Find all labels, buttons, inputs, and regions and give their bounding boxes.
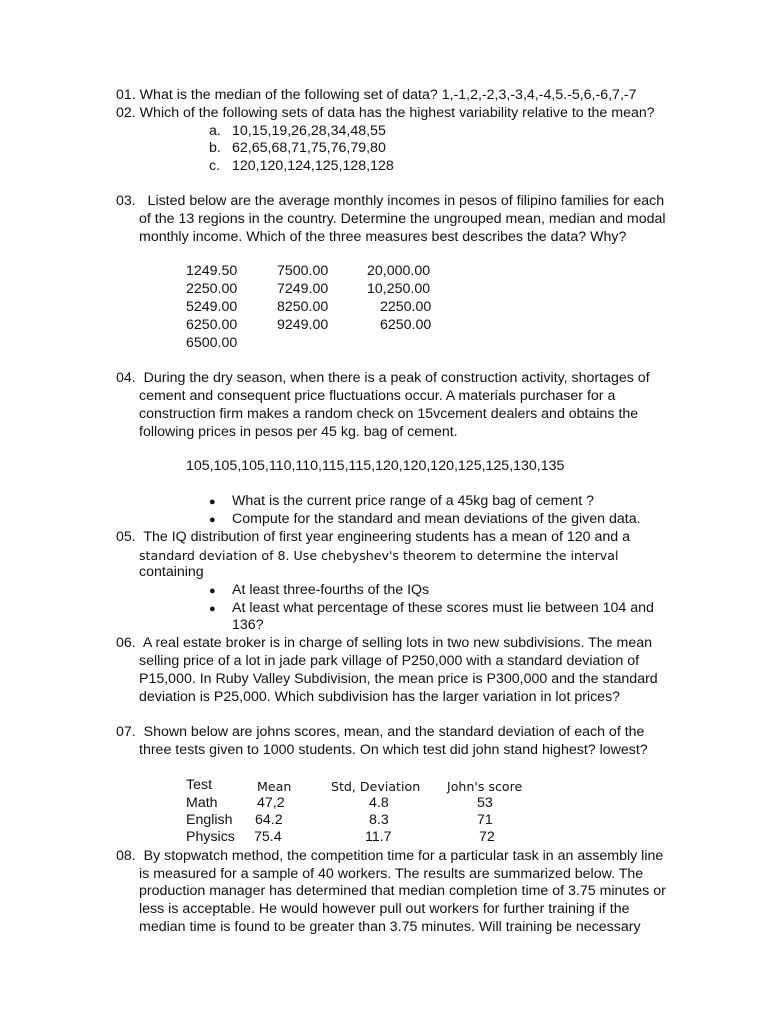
option-text: 62,65,68,71,75,76,79,80 <box>232 140 386 156</box>
bullet-text: What is the current price range of a 45kg bag of cement ? <box>232 493 594 509</box>
bullet-icon: ● <box>209 585 216 597</box>
bullet-icon: ● <box>209 514 216 526</box>
income-value: 6500.00 <box>186 335 238 351</box>
bullet-text: At least three-fourths of the IQs <box>232 582 430 598</box>
question-08-line: 08. By stopwatch method, the competition time for a particular task in an assembly line <box>116 848 664 864</box>
question-08-line: is measured for a sample of 40 workers. The results are summarized below. The <box>139 866 644 882</box>
bullet-icon: ● <box>209 603 216 615</box>
question-04-line: following prices in pesos per 45 kg. bag of cement. <box>139 424 458 440</box>
income-value: 7249.00 <box>277 281 329 297</box>
question-01: 01. What is the median of the following set of data? 1,-1,2,-2,3,-3,4,-4,5.-5,6,-6,7,-7 <box>116 87 637 103</box>
income-value: 5249.00 <box>186 299 238 315</box>
question-04-line: cement and consequent price fluctuations occur. A materials purchaser for a <box>139 388 616 404</box>
income-value: 10,250.00 <box>367 281 431 297</box>
question-06-line: 06. A real estate broker is in charge of selling lots in two new subdivisions. The mean <box>116 635 652 651</box>
question-02: 02. Which of the following sets of data has the highest variability relative to the mean? <box>116 105 655 121</box>
table-cell: Physics <box>186 829 235 845</box>
question-03-line: monthly income. Which of the three measures best describes the data? Why? <box>139 229 627 245</box>
question-07-line: 07. Shown below are johns scores, mean, and the standard deviation of each of the <box>116 724 645 740</box>
bullet-text: At least what percentage of these scores must lie between 104 and <box>232 600 654 616</box>
table-cell: 53 <box>477 795 493 811</box>
table-header: John's score <box>447 779 523 794</box>
question-07-line: three tests given to 1000 students. On which test did john stand highest? lowest? <box>139 742 648 758</box>
table-cell: 47,2 <box>257 795 285 811</box>
table-cell: 72 <box>479 829 495 845</box>
option-text: 10,15,19,26,28,34,48,55 <box>232 123 386 139</box>
question-05-line: 05. The IQ distribution of first year engineering students has a mean of 120 and a <box>116 529 630 545</box>
question-04-line: 04. During the dry season, when there is a peak of construction activity, shortages of <box>116 370 650 386</box>
table-header: Mean <box>257 779 292 794</box>
table-cell: 8.3 <box>369 812 389 828</box>
table-header: Std, Deviation <box>331 779 421 794</box>
question-04-line: construction firm makes a random check on 15vcement dealers and obtains the <box>139 406 639 422</box>
table-cell: 11.7 <box>365 829 392 845</box>
bullet-text: Compute for the standard and mean deviations of the given data. <box>232 511 641 527</box>
income-value: 1249.50 <box>186 263 238 279</box>
table-cell: 4.8 <box>369 795 389 811</box>
table-cell: Math <box>186 795 218 811</box>
income-value: 2250.00 <box>380 299 432 315</box>
table-cell: English <box>186 812 233 828</box>
option-letter: b. <box>209 140 221 156</box>
income-value: 7500.00 <box>277 263 329 279</box>
question-03-line: of the 13 regions in the country. Determine the ungrouped mean, median and modal <box>139 211 666 227</box>
option-text: 120,120,124,125,128,128 <box>232 158 394 174</box>
income-value: 6250.00 <box>186 317 238 333</box>
income-value: 9249.00 <box>277 317 329 333</box>
question-08-line: median time is found to be greater than 3.75 minutes. Will training be necessary <box>139 919 641 935</box>
bullet-text-continuation: 136? <box>232 617 264 633</box>
question-05-line: containing <box>139 564 204 580</box>
cement-price-data: 105,105,105,110,110,115,115,120,120,120,125,125,130,135 <box>186 458 565 474</box>
table-cell: 64.2 <box>255 812 283 828</box>
question-05-line: standard deviation of 8. Use chebyshev's theorem to determine the interval <box>139 548 619 563</box>
question-08-line: less is acceptable. He would however pull out workers for further training if the <box>139 901 630 917</box>
option-letter: c. <box>209 158 221 174</box>
question-06-line: selling price of a lot in jade park village of P250,000 with a standard deviation of <box>139 653 640 669</box>
income-value: 6250.00 <box>380 317 432 333</box>
question-06-line: P15,000. In Ruby Valley Subdivision, the mean price is P300,000 and the standard <box>139 671 658 687</box>
option-letter: a. <box>209 123 221 139</box>
table-cell: 71 <box>477 812 493 828</box>
question-03-line: 03. Listed below are the average monthly incomes in pesos of filipino families for each <box>116 193 665 209</box>
table-cell: 75.4 <box>254 829 282 845</box>
income-value: 2250.00 <box>186 281 238 297</box>
income-value: 20,000.00 <box>367 263 431 279</box>
question-06-line: deviation is P25,000. Which subdivision has the larger variation in lot prices? <box>139 689 621 705</box>
income-value: 8250.00 <box>277 299 329 315</box>
bullet-icon: ● <box>209 496 216 508</box>
table-header: Test <box>186 777 213 793</box>
question-08-line: production manager has determined that median completion time of 3.75 minutes or <box>139 883 666 899</box>
